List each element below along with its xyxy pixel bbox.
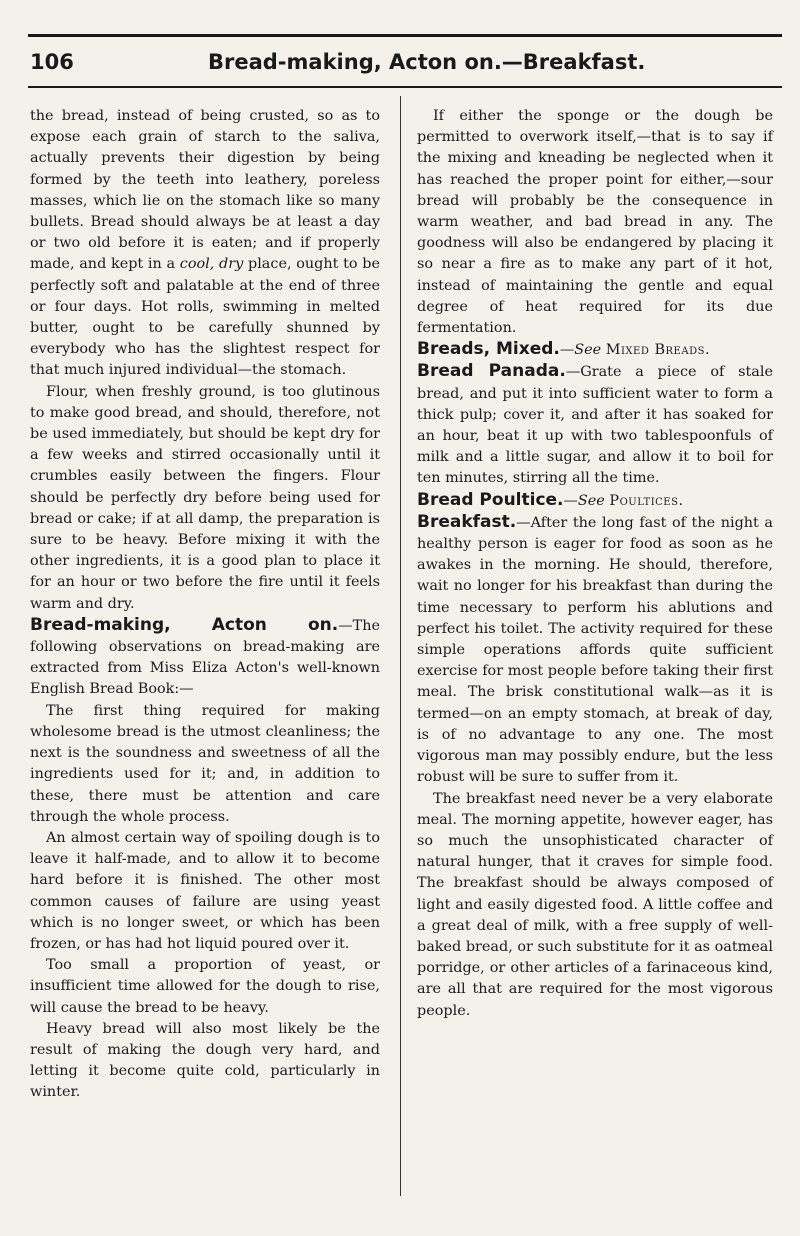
entry-text: —The following observations on bread-making are extracted from Miss Eliza Acton's well-known English Bread Book:— <box>30 617 380 698</box>
paragraph: Flour, when freshly ground, is too glutinous to make good bread, and should, therefore, not be used immediately, but should be kept dry for a few weeks and stirred occasionally until it crumbles easily between the fingers. Flour should be perfectly dry before being used for bread or cake; if at all damp, the preparation is sure to be heavy. Before mixing it with the other ingredients, it is a good plan to place it for an hour or two before the fire until it feels warm and dry. <box>30 383 380 612</box>
emphasis: cool, dry <box>179 256 244 273</box>
entry-bread-poultice <box>417 490 773 512</box>
headword: Bread Panada. <box>417 361 566 382</box>
paragraph: Too small a proportion of yeast, or insufficient time allowed for the dough to rise, will cause the bread to be heavy. <box>30 957 380 1016</box>
page-header <box>30 50 778 80</box>
paragraph: The first thing required for making wholesome bread is the utmost cleanliness; the next is the soundness and sweetness of all the ingredients used for it; and, in addition to these, there must be attention and care through the whole process. <box>30 702 380 825</box>
entry-breakfast <box>417 512 773 789</box>
paragraph: An almost certain way of spoiling dough is to leave it half-made, and to allow it to become hard before it is finished. The other most common causes of failure are using yeast which is no longer sweet, or which has been frozen, or has had hot liquid poured over it. <box>30 829 380 952</box>
entry-breads-mixed <box>417 339 773 361</box>
paragraph: The breakfast need never be a very elaborate meal. The morning appetite, however eager, has so much the unsophisticated character of natural hunger, that it craves for simple food. The breakfast should be always composed of light and easily digested food. A little coffee and a great deal of milk, with a free supply of well-baked bread, or such substitute for it as oatmeal porridge, or other articles of a farinaceous kind, are all that are required for the most vigorous people. <box>417 790 773 1019</box>
running-head: Bread-making, Acton on.—Breakfast. <box>208 50 646 74</box>
headword: Bread Poultice. <box>417 489 564 510</box>
cross-reference: Poultices. <box>609 492 684 509</box>
headword: Breads, Mixed. <box>417 339 560 360</box>
entry-text: —After the long fast of the night a healthy person is eager for food as soon as he awakes in the morning. He should, therefore, wait no longer for his breakfast than during the time necessary to perform his ablutions and perfect his toilet. The activity required for these simple operations affords quite sufficient exercise for most people before taking their first meal. The brisk constitutional walk—as it is termed—on an empty stomach, at break of day, is of no advantage to any one. The most vigorous man may possibly endure, but the less robust will be sure to suffer from it. <box>417 514 773 786</box>
paragraph: Heavy bread will also most likely be the result of making the dough very hard, and letting it become quite cold, particularly in winter. <box>30 1020 380 1101</box>
entry-bread-making <box>30 615 380 701</box>
entry-text: —Grate a piece of stale bread, and put it into sufficient water to form a thick pulp; cover it, and after it has soaked for an hour, beat it up with two tablespoonfuls of milk and a little sugar, and allow it to boil for ten minutes, stirring all the time. <box>417 364 773 487</box>
top-rule <box>28 34 782 37</box>
text: place, ought to be perfectly soft and palatable at the end of three or four days. Hot rolls, swimming in melted butter, ought to be carefully shunned by everybody who has the slightest respect for that much injured individual—the stomach. <box>30 256 380 379</box>
paragraph <box>30 106 380 382</box>
paragraph: If either the sponge or the dough be permitted to overwork itself,—that is to say if the mixing and kneading be neglected when it has reached the proper point for either,—sour bread will probably be the consequence in warm weather, and bad bread in any. The goodness will also be endangered by placing it so near a fire as to make any part of it hot, instead of maintaining the gentle and equal degree of heat required for its due fermentation. <box>417 108 773 337</box>
headword: Bread-making, Acton on. <box>30 614 339 635</box>
see-label: —See <box>563 492 605 509</box>
page-number: 106 <box>30 50 74 74</box>
text: the bread, instead of being crusted, so as to expose each grain of starch to the saliva, actually prevents their digestion by being formed by the teeth into leathery, poreless masses, which lie on the stomach like so many bullets. Bread should always be at least a day or two old before it is eaten; and if properly made, and kept in a <box>30 108 380 273</box>
left-column <box>30 106 380 1104</box>
cross-reference: Mixed Breads. <box>605 342 711 359</box>
column-divider <box>400 96 401 1196</box>
entry-bread-panada <box>417 361 773 489</box>
see-label: —See <box>559 342 602 359</box>
right-column <box>417 106 773 1022</box>
headword: Breakfast. <box>417 511 517 532</box>
header-rule <box>28 86 782 88</box>
